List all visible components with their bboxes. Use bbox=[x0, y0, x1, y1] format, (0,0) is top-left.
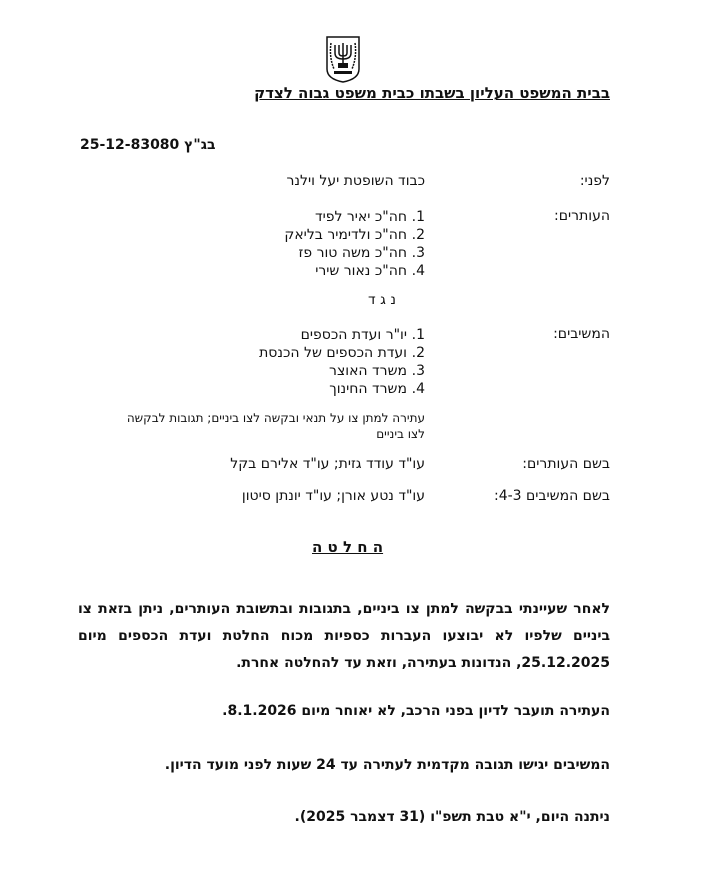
proceeding-subject bbox=[127, 410, 425, 442]
list-item: 2.חה"כ ולדימיר בליאק bbox=[284, 227, 425, 243]
state-emblem-icon bbox=[325, 35, 361, 83]
subject-line: עתירה למתן צו על תנאי ובקשה לצו ביניים; תגובות לבקשה bbox=[126, 411, 425, 425]
respondents-label: המשיבים: bbox=[553, 326, 610, 342]
list-item: 3.משרד האוצר bbox=[329, 363, 425, 379]
counsel-respondents: עו"ד נטע אורן; עו"ד יונתן סיטון bbox=[241, 488, 425, 504]
counsel-petitioners-label: בשם העותרים: bbox=[522, 456, 610, 472]
before-label: לפני: bbox=[579, 173, 610, 189]
counsel-petitioners: עו"ד עודד גזית; עו"ד אלירם בקל bbox=[230, 456, 425, 472]
subject-line: לצו ביניים bbox=[376, 427, 425, 441]
list-item: 4.משרד החינוך bbox=[329, 381, 425, 397]
list-item: 3.חה"כ משה טור פז bbox=[298, 245, 425, 261]
list-item: 1.יו"ר ועדת הכספים bbox=[300, 327, 425, 343]
petitioners-list bbox=[284, 208, 425, 280]
list-item: 2.ועדת הכספים של הכנסת bbox=[259, 345, 425, 361]
decision-title: ה ח ל ט ה bbox=[312, 538, 384, 556]
petitioners-label: העותרים: bbox=[554, 208, 610, 224]
counsel-respondents-label: בשם המשיבים 4-3: bbox=[493, 488, 610, 504]
decision-paragraph: המשיבים יגישו תגובה מקדמית לעתירה עד 24 שעות לפני מועד הדיון. bbox=[164, 757, 610, 773]
decision-paragraph: העתירה תועבר לדיון בפני הרכב, לא יאוחר מיום 8.1.2026. bbox=[222, 703, 610, 719]
respondents-list bbox=[259, 326, 425, 398]
court-title: בבית המשפט העליון בשבתו כבית משפט גבוה לצדק bbox=[254, 84, 610, 102]
list-item: 4.חה"כ נאור שירי bbox=[315, 263, 425, 279]
decision-date: ניתנה היום, י"א טבת תשפ"ו (31 דצמבר 2025). bbox=[294, 809, 610, 825]
versus: נ ג ד bbox=[368, 292, 396, 308]
decision-paragraph: לאחר שעיינתי בבקשה למתן צו ביניים, בתגובות ובתשובת העותרים, ניתן בזאת צו ביניים שלפיו לא יבוצעו העברות כספיות מכוח החלטת ועדת הכספים מיום 25.12.2025, הנדונות בעתירה, וזאת עד להחלטה אחרת. bbox=[78, 601, 610, 671]
judge-name: כבוד השופטת יעל וילנר bbox=[286, 173, 425, 189]
case-number: בג"ץ 25-12-83080 bbox=[80, 137, 216, 153]
list-item: 1.חה"כ יאיר לפיד bbox=[314, 209, 425, 225]
